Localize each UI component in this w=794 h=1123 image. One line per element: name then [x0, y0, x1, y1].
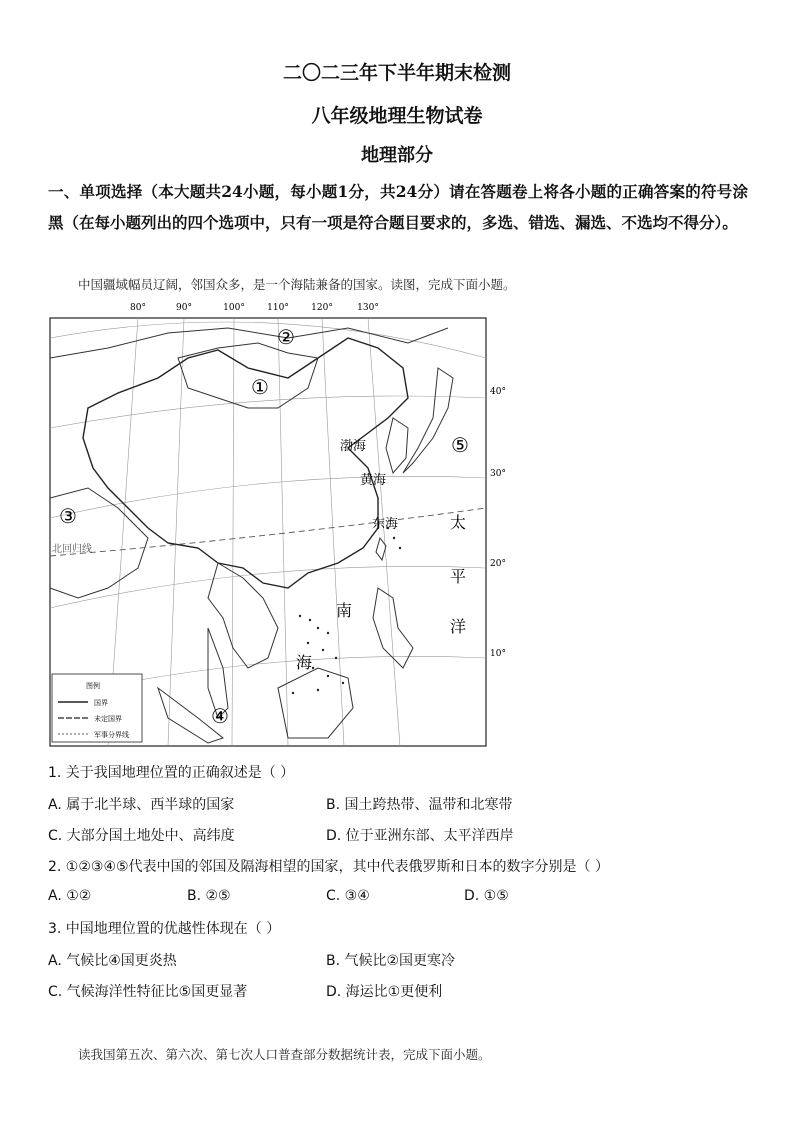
question-3-option-c: C. 气候海洋性特征比⑤国更显著: [48, 984, 248, 1000]
question-3-option-a: A. 气候比④国更炎热: [48, 953, 177, 969]
ocean-label-tai: 太: [450, 513, 467, 532]
marker-3: ③: [59, 504, 77, 528]
lon-label: 80°: [130, 303, 146, 313]
sea-label-hai: 海: [296, 653, 313, 672]
marker-5: ⑤: [451, 433, 469, 457]
marker-2: ②: [277, 325, 295, 349]
section-instructions: 一、单项选择（本大题共24小题，每小题1分，共24分）请在答题卷上将各小题的正确答案的符号涂黑（在每小题列出的四个选项中，只有一项是符合题目要求的，多选、错选、漏选、不选均不得分）。: [48, 182, 748, 232]
map-legend: [52, 674, 142, 742]
exam-title: 二〇二三年下半年期末检测: [282, 62, 511, 84]
section-part-title: 地理部分: [361, 145, 433, 166]
lon-label: 110°: [267, 303, 289, 313]
lon-label: 120°: [311, 303, 333, 313]
lat-label: 40°: [490, 387, 506, 397]
legend-title: 图例: [86, 682, 100, 690]
question-1-stem: 1. 关于我国地理位置的正确叙述是（ ）: [48, 765, 295, 781]
marker-4: ④: [211, 704, 229, 728]
lat-label: 10°: [490, 649, 506, 659]
lon-label: 100°: [223, 303, 245, 313]
sea-label-donghai: 东海: [372, 517, 399, 532]
sea-label-huanghai: 黄海: [360, 473, 387, 488]
sea-label-bohai: 渤海: [340, 439, 367, 454]
question-1-option-b: B. 国土跨热带、温带和北寒带: [326, 797, 513, 813]
question-2-option-c: C. ③④: [326, 888, 370, 904]
question-3-stem: 3. 中国地理位置的优越性体现在（ ）: [48, 921, 281, 937]
question-3-option-d: D. 海运比①更便利: [326, 984, 443, 1000]
legend-item: 国界: [94, 699, 108, 707]
question-2-option-a: A. ①②: [48, 888, 92, 904]
question-1-option-c: C. 大部分国土地处中、高纬度: [48, 828, 235, 844]
map-intro-text: 中国疆域幅员辽阔，邻国众多，是一个海陆兼备的国家。读图，完成下面小题。: [78, 277, 516, 292]
question-3-option-b: B. 气候比②国更寒冷: [326, 953, 456, 969]
lat-label: 30°: [490, 469, 506, 479]
ocean-label-yang: 洋: [450, 617, 467, 636]
sea-label-nan: 南: [336, 601, 353, 620]
marker-1: ①: [251, 375, 269, 399]
question-2-stem: 2. ①②③④⑤代表中国的邻国及隔海相望的国家，其中代表俄罗斯和日本的数字分别是（ ）: [48, 859, 610, 875]
tropic-label: 北回归线: [52, 544, 92, 555]
question-1-option-a: A. 属于北半球、西半球的国家: [48, 797, 235, 813]
legend-item: 未定国界: [94, 715, 122, 723]
census-intro-text: 读我国第五次、第六次、第七次人口普查部分数据统计表，完成下面小题。: [78, 1047, 491, 1062]
lon-label: 130°: [357, 303, 379, 313]
question-2-option-d: D. ①⑤: [464, 888, 509, 904]
lat-label: 20°: [490, 559, 506, 569]
legend-item: 军事分界线: [94, 731, 129, 739]
question-1-option-d: D. 位于亚洲东部、太平洋西岸: [326, 828, 514, 844]
exam-subtitle: 八年级地理生物试卷: [311, 105, 483, 127]
china-map-figure: [48, 298, 510, 750]
lon-label: 90°: [176, 303, 192, 313]
ocean-label-ping: 平: [450, 567, 467, 586]
question-2-option-b: B. ②⑤: [187, 888, 231, 904]
